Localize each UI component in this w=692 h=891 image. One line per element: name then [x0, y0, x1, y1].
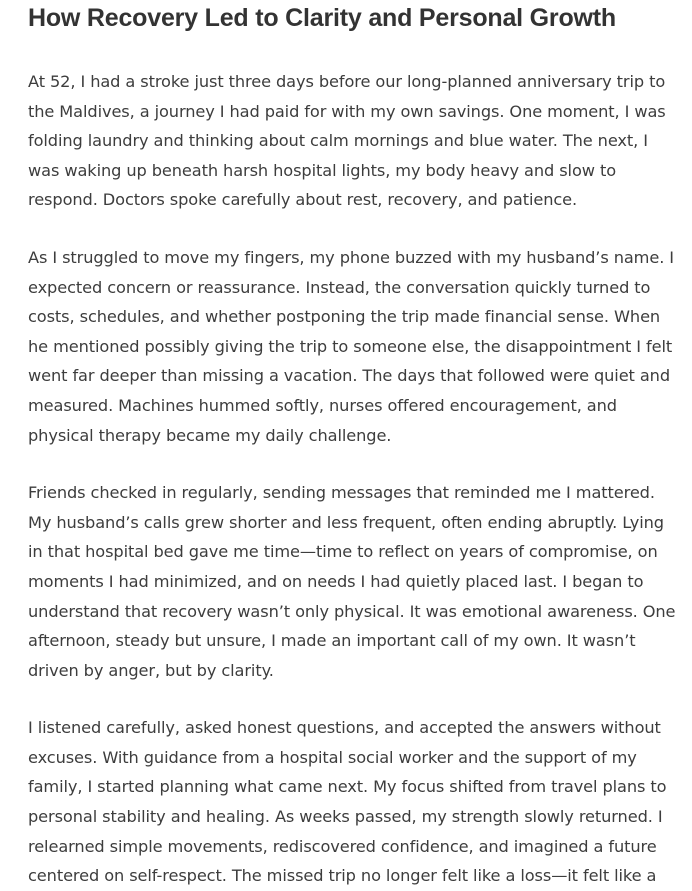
- article-title: How Recovery Led to Clarity and Personal Growth: [28, 4, 616, 32]
- article-paragraph: Friends checked in regularly, sending messages that reminded me I mattered. My husband’s calls grew shorter and less frequent, often ending abruptly. Lying in that hospital bed gave me time—time to reflect on years of compromise, on moments I had minimized, and on needs I had quietly placed last. I began to understand that recovery wasn’t only physical. It was emotional awareness. One afternoon, steady but unsure, I made an important call of my own. It wasn’t driven by anger, but by clarity.: [28, 483, 676, 680]
- article: [28, 0, 678, 891]
- article-paragraph: I listened carefully, asked honest questions, and accepted the answers without excuses. With guidance from a hospital social worker and the support of my family, I started planning what came next. My focus shifted from travel plans to personal stability and healing. As weeks passed, my strength slowly returned. I relearned simple movements, rediscovered confidence, and imagined a future centered on self-respect. The missed trip no longer felt like a loss—it felt like a: [28, 718, 667, 886]
- article-paragraph: At 52, I had a stroke just three days before our long-planned anniversary trip to the Maldives, a journey I had paid for with my own savings. One moment, I was folding laundry and thinking about calm mornings and blue water. The next, I was waking up beneath harsh hospital lights, my body heavy and slow to respond. Doctors spoke carefully about rest, recovery, and patience.: [28, 72, 666, 210]
- article-paragraph: As I struggled to move my fingers, my phone buzzed with my husband’s name. I expected concern or reassurance. Instead, the conversation quickly turned to costs, schedules, and whether postponing the trip made financial sense. When he mentioned possibly giving the trip to someone else, the disappointment I felt went far deeper than missing a vacation. The days that followed were quiet and measured. Machines hummed softly, nurses offered encouragement, and physical therapy became my daily challenge.: [28, 247, 674, 445]
